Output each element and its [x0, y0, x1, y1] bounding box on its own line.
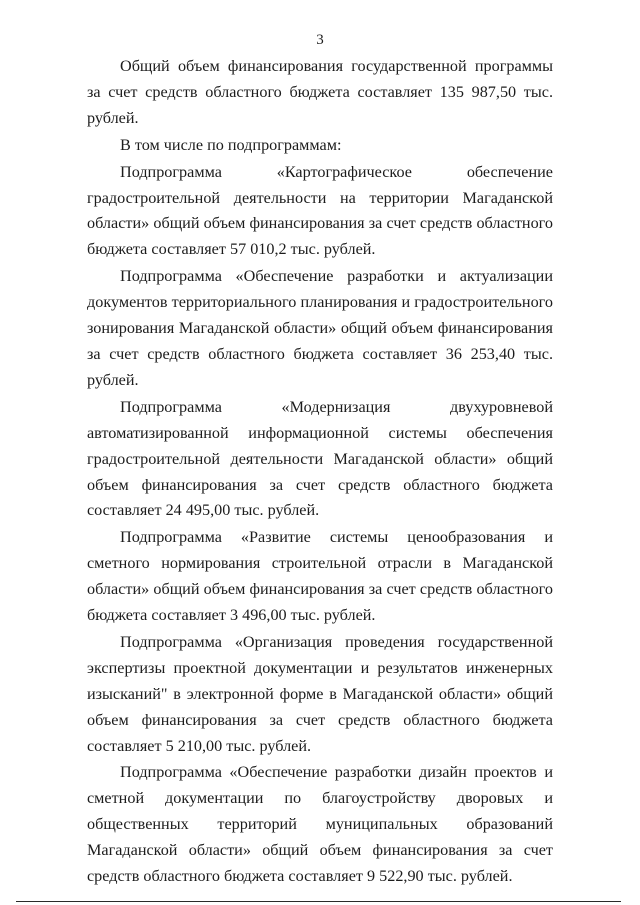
page-number: 3 — [316, 32, 324, 48]
subprogram-paragraph-territorial-planning: Подпрограмма «Обеспечение разработки и актуализации документов территориального планирования и градостроительного зонирования Магаданской области» общий объем финансирования за счет средств областного бюджета составляет 36 253,40 тыс. рублей. — [87, 267, 553, 389]
subprogram-paragraph-pricing-system: Подпрограмма «Развитие системы ценообразования и сметного нормирования строительной отрасли в Магаданской области» общий объем финансирования за счет средств областного бюджета составляет 3 496,00 тыс. рублей. — [87, 528, 553, 625]
subprogram-paragraph-design-projects: Подпрограмма «Обеспечение разработки дизайн проектов и сметной документации по благоустройству дворовых и общественных территорий муниципальных образований Магаданской области» общий объем финансирования за счет средств областного бюджета составляет 9 522,90 тыс. рублей. — [87, 763, 553, 886]
subprogram-paragraph-cartography: Подпрограмма «Картографическое обеспечение градостроительной деятельности на территории Магаданской области» общий объем финансирования за счет средств областного бюджета составляет 57 010,2 тыс. рублей. — [87, 162, 553, 259]
subprogram-paragraph-information-system: Подпрограмма «Модернизация двухуровневой автоматизированной информационной системы обеспечения градостроительной деятельности Магаданской области» общий объем финансирования за счет средств областного бюджета составляет 24 495,00 тыс. рублей. — [87, 397, 553, 520]
subprogram-paragraph-state-expertise: Подпрограмма «Организация проведения государственной экспертизы проектной документации и результатов инженерных изысканий" в электронной форме в Магаданской области» общий объем финансирования за счет средств областного бюджета составляет 5 210,00 тыс. рублей. — [87, 632, 553, 755]
document-body — [87, 54, 553, 891]
bottom-divider — [16, 901, 621, 902]
subprograms-intro: В том числе по подпрограммам: — [120, 135, 342, 154]
total-financing-paragraph: Общий объем финансирования государственной программы за счет средств областного бюджета составляет 135 987,50 тыс. рублей. — [87, 57, 553, 127]
